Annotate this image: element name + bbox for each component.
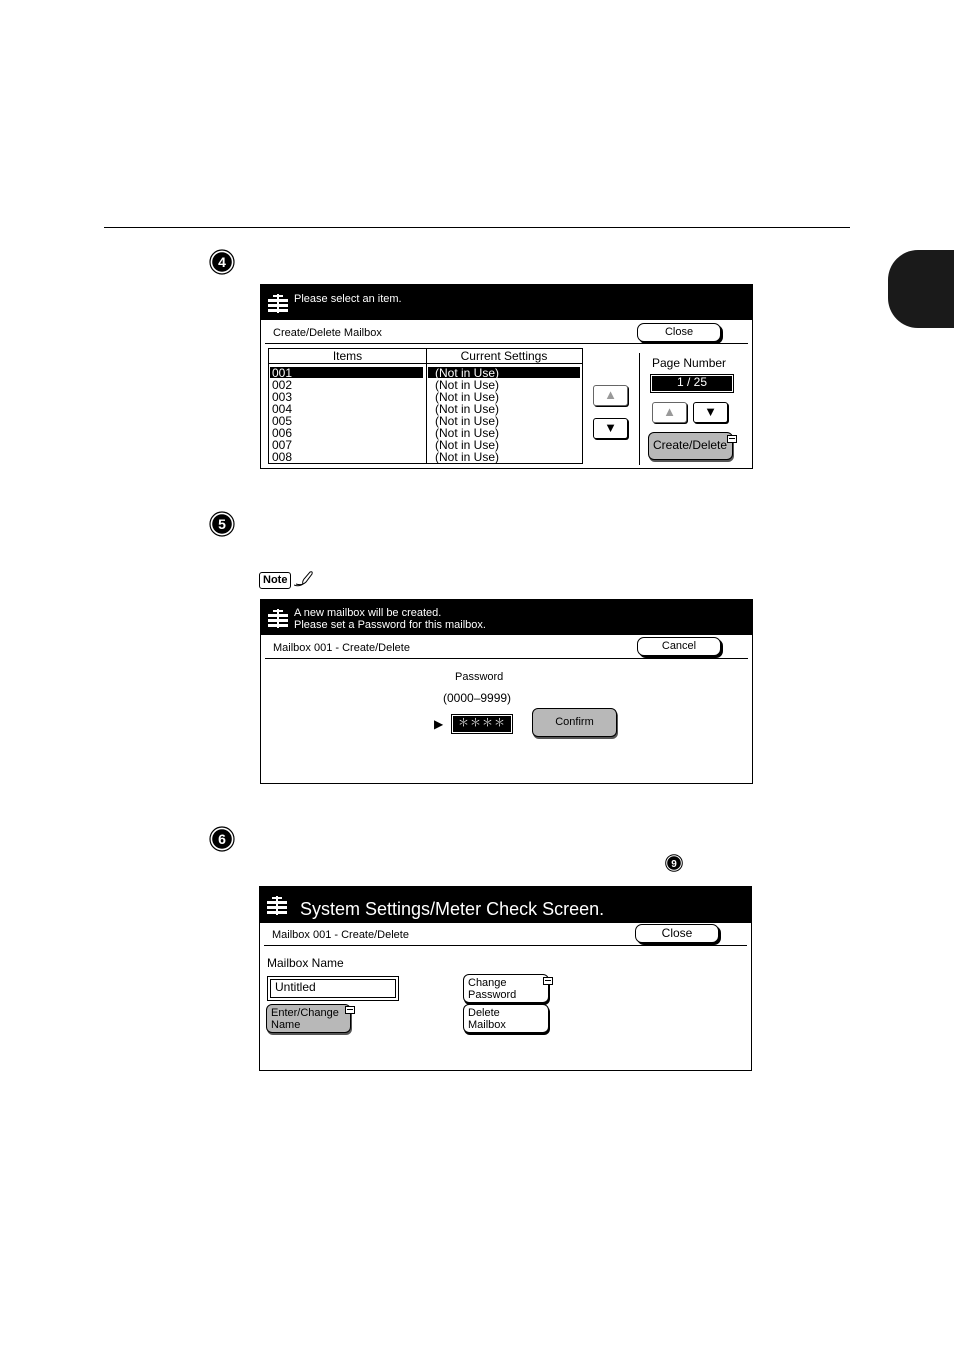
row-setting: (Not in Use): [435, 414, 500, 428]
header-message: A new mailbox will be created. Please set a Password for this mailbox.: [294, 607, 486, 631]
chapter-tab: [888, 250, 954, 328]
step-4-badge: [209, 249, 235, 275]
title-underline: [265, 658, 748, 659]
screen-title: Create/Delete Mailbox: [273, 327, 382, 339]
change-password-button[interactable]: [463, 974, 549, 1003]
row-setting: (Not in Use): [435, 450, 500, 464]
submenu-indicator-icon: [727, 435, 737, 443]
column-header-items: Items: [269, 349, 426, 364]
row-setting: (Not in Use): [435, 402, 500, 416]
row-setting: (Not in Use): [435, 438, 500, 452]
create-delete-button[interactable]: [648, 432, 733, 460]
row-item: 003: [272, 390, 293, 404]
system-settings-icon: [266, 896, 288, 921]
submenu-indicator-icon: [345, 1006, 355, 1014]
delete-mailbox-label-line1: Delete: [468, 1007, 500, 1019]
note-label: Note: [259, 572, 291, 589]
row-item: 004: [272, 402, 293, 416]
close-button[interactable]: Close: [635, 924, 719, 943]
screen-title: Mailbox 001 - Create/Delete: [273, 642, 410, 654]
scroll-down-button[interactable]: ▼: [593, 418, 628, 439]
table-row[interactable]: [270, 451, 581, 463]
table-row[interactable]: [270, 391, 581, 403]
row-item: 008: [272, 450, 293, 464]
password-label: Password: [455, 671, 504, 683]
row-item: 001: [272, 366, 293, 380]
table-row[interactable]: [270, 403, 581, 415]
create-delete-mailbox-panel: [260, 284, 753, 469]
pencil-icon: [294, 570, 314, 588]
step-4-number: 4: [218, 254, 226, 270]
delete-mailbox-button[interactable]: [463, 1004, 549, 1033]
confirm-button[interactable]: Confirm: [532, 708, 617, 737]
row-setting: (Not in Use): [435, 426, 500, 440]
step-6-badge: [209, 826, 235, 852]
password-panel: [260, 599, 753, 784]
password-input[interactable]: [451, 714, 513, 734]
page-number-value: 1 / 25: [652, 376, 732, 391]
table-row[interactable]: [270, 415, 581, 427]
table-row[interactable]: [270, 439, 581, 451]
top-rule: [104, 227, 850, 228]
system-settings-icon: [267, 609, 289, 634]
create-delete-label: Create/Delete: [653, 438, 728, 452]
mailbox-name-label: Mailbox Name: [267, 956, 344, 970]
enter-change-name-button[interactable]: [266, 1004, 351, 1033]
change-password-label-line2: Password: [468, 989, 517, 1001]
mailbox-table: [268, 348, 583, 464]
mailbox-settings-panel: [259, 886, 752, 1071]
page-number-label: Page Number: [652, 356, 727, 370]
table-row[interactable]: [270, 427, 581, 439]
row-item: 006: [272, 426, 293, 440]
header-title: System Settings/Meter Check Screen.: [300, 899, 605, 919]
title-underline: [265, 343, 748, 344]
mailbox-name-value: Untitled: [270, 979, 396, 998]
page-down-button[interactable]: ▼: [693, 402, 728, 423]
panel-header: [260, 887, 751, 923]
panel-header: [261, 285, 752, 320]
step-5-badge: [209, 511, 235, 537]
column-header-current-settings: Current Settings: [426, 349, 582, 364]
row-setting: (Not in Use): [435, 366, 500, 380]
pointer-arrow-icon: ▶: [434, 717, 444, 731]
submenu-indicator-icon: [543, 977, 553, 985]
table-row[interactable]: [270, 379, 581, 391]
page-number-display: [650, 374, 734, 393]
step-5-number: 5: [218, 516, 226, 532]
row-setting: (Not in Use): [435, 390, 500, 404]
row-item: 002: [272, 378, 293, 392]
title-underline: [264, 945, 747, 946]
screen-title: Mailbox 001 - Create/Delete: [272, 929, 409, 941]
step-9-number: 9: [671, 859, 677, 870]
enter-change-name-label-line2: Name: [271, 1019, 301, 1031]
header-message: Please select an item.: [294, 293, 402, 305]
step-9-reference-badge: [665, 854, 683, 872]
step-6-number: 6: [218, 831, 226, 847]
close-button[interactable]: Close: [637, 323, 721, 342]
row-setting: (Not in Use): [435, 378, 500, 392]
page-divider: [639, 353, 640, 465]
scroll-up-button[interactable]: ▲: [593, 385, 628, 406]
enter-change-name-label-line1: Enter/Change: [271, 1007, 339, 1019]
note-marker: [259, 570, 314, 589]
panel-header: [261, 600, 752, 635]
password-value: ＊＊＊＊: [453, 716, 511, 732]
mailbox-name-field[interactable]: [267, 976, 399, 1001]
delete-mailbox-label-line2: Mailbox: [468, 1019, 506, 1031]
cancel-button[interactable]: Cancel: [637, 637, 721, 656]
table-row[interactable]: [270, 367, 581, 379]
password-range: (0000–9999): [443, 691, 512, 705]
page-up-button[interactable]: ▲: [652, 402, 687, 423]
system-settings-icon: [267, 294, 289, 319]
row-item: 005: [272, 414, 293, 428]
change-password-label-line1: Change: [468, 977, 507, 989]
row-item: 007: [272, 438, 293, 452]
